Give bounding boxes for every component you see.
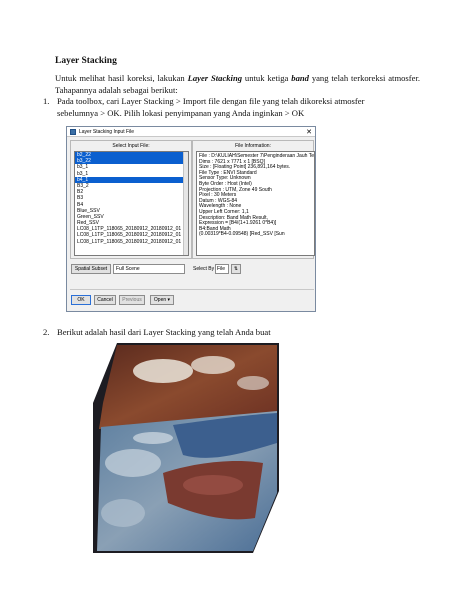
file-list-item[interactable]: B3_2 xyxy=(77,182,89,189)
step-text: Berikut adalah hasil dari Layer Stacking yang telah Anda buat xyxy=(57,327,271,337)
file-list-item[interactable]: b3_1 xyxy=(77,164,89,171)
file-info-line: Dims : 7621 x 7771 x 1 [BSQ] xyxy=(199,158,265,165)
select-by-label: Select By xyxy=(193,266,215,272)
cancel-button[interactable]: Cancel xyxy=(94,295,116,305)
file-info-line: Upper Left Corner: 1,1 xyxy=(199,208,249,215)
file-info-line: Byte Order : Host (Intel) xyxy=(199,180,252,187)
file-info-line: Description: Band Math Result, xyxy=(199,214,268,221)
file-info-line: Datum : WGS-84 xyxy=(199,197,238,204)
file-list-item[interactable]: LC08_L1TP_118065_20180912_20180912_01 xyxy=(77,226,182,233)
file-list-item[interactable]: b3_1 xyxy=(77,170,89,177)
file-info-line: Projection : UTM, Zone 49 South xyxy=(199,186,272,193)
dialog-titlebar xyxy=(67,127,315,137)
file-list-item[interactable]: LC08_L1TP_118065_20180912_20180912_01 xyxy=(77,238,182,245)
ok-button[interactable]: OK xyxy=(71,295,91,305)
intro-text-after: yang telah terkoreksi atmosfer. Tahapannya adalah sebagai berikut: xyxy=(55,73,420,95)
sort-icon[interactable]: ⇅ xyxy=(231,264,241,274)
dialog-divider xyxy=(70,289,314,290)
input-file-list[interactable] xyxy=(74,151,189,256)
intro-term-band: band xyxy=(291,73,309,83)
file-list-item[interactable]: LC08_L1TP_118065_20180912_20180912_01 xyxy=(77,232,182,239)
spatial-subset-button[interactable]: Spatial Subset xyxy=(71,264,111,274)
select-input-file-pane xyxy=(70,140,192,259)
file-list-item[interactable]: Red_SSV xyxy=(77,220,99,227)
close-icon[interactable]: ✕ xyxy=(306,129,312,136)
intro-text-mid: untuk ketiga xyxy=(242,73,292,83)
file-information-pane xyxy=(192,140,314,259)
dialog-title: Layer Stacking Input File xyxy=(79,128,135,135)
select-by-dropdown[interactable]: File xyxy=(215,264,229,274)
file-list-item[interactable]: b2_22 xyxy=(75,152,188,158)
file-info-line: Pixel : 30 Meters xyxy=(199,192,237,199)
file-list-item[interactable]: b4_1 xyxy=(75,177,188,183)
file-list-item[interactable]: B2 xyxy=(77,189,84,196)
file-info-line: B4:Band Math xyxy=(199,225,231,232)
select-input-file-label: Select Input File: xyxy=(112,143,150,149)
file-list-scrollbar[interactable] xyxy=(183,152,188,255)
intro-term-layer-stacking: Layer Stacking xyxy=(187,73,243,83)
spatial-subset-field: Full Scene xyxy=(113,264,185,274)
file-info-line: File : D:\KULIAH\Semester 7\Penginderaan Jauh Te xyxy=(199,153,314,159)
file-info-line: Expression = [B4/(1+1.9261 0*B4)] xyxy=(199,220,277,227)
file-list-item[interactable]: b3_22 xyxy=(75,158,188,164)
file-info-line: Sensor Type: Unknown xyxy=(199,175,251,182)
file-information-box xyxy=(196,151,315,256)
step-text: Pada toolbox, cari Layer Stacking > Import file dengan file yang telah dikoreksi atmosfer sebelumnya > OK. Pilih lokasi penyimpanan yang Anda inginkan > OK xyxy=(57,96,365,118)
file-info-line: Wavelength : None xyxy=(199,203,242,210)
previous-button[interactable]: Previous xyxy=(119,295,145,305)
file-info-line: (0.00319*B4-0.09548) [Red_SSV [Sun xyxy=(199,231,285,238)
file-info-line: File Type : ENVI Standard xyxy=(199,169,257,176)
section-heading: Layer Stacking xyxy=(55,56,117,66)
open-button[interactable]: Open ▾ xyxy=(150,295,174,305)
step-number: 1. xyxy=(43,96,50,106)
file-list-item[interactable]: B4 xyxy=(77,201,84,208)
layer-stacking-dialog xyxy=(66,126,316,312)
step-number: 2. xyxy=(43,327,50,337)
file-list-item[interactable]: B3 xyxy=(77,195,84,202)
file-information-label: File Information: xyxy=(235,143,271,149)
envi-app-icon xyxy=(70,129,76,135)
layer-stacking-result-image xyxy=(93,343,279,553)
file-list-item[interactable]: Green_SSV xyxy=(77,213,104,220)
intro-paragraph xyxy=(55,73,420,96)
file-info-line: Size : [Floating Point] 236,891,164 bytes. xyxy=(199,164,291,171)
intro-text-before: Untuk melihat hasil koreksi, lakukan xyxy=(55,73,188,83)
file-list-item[interactable]: Blue_SSV xyxy=(77,207,100,214)
